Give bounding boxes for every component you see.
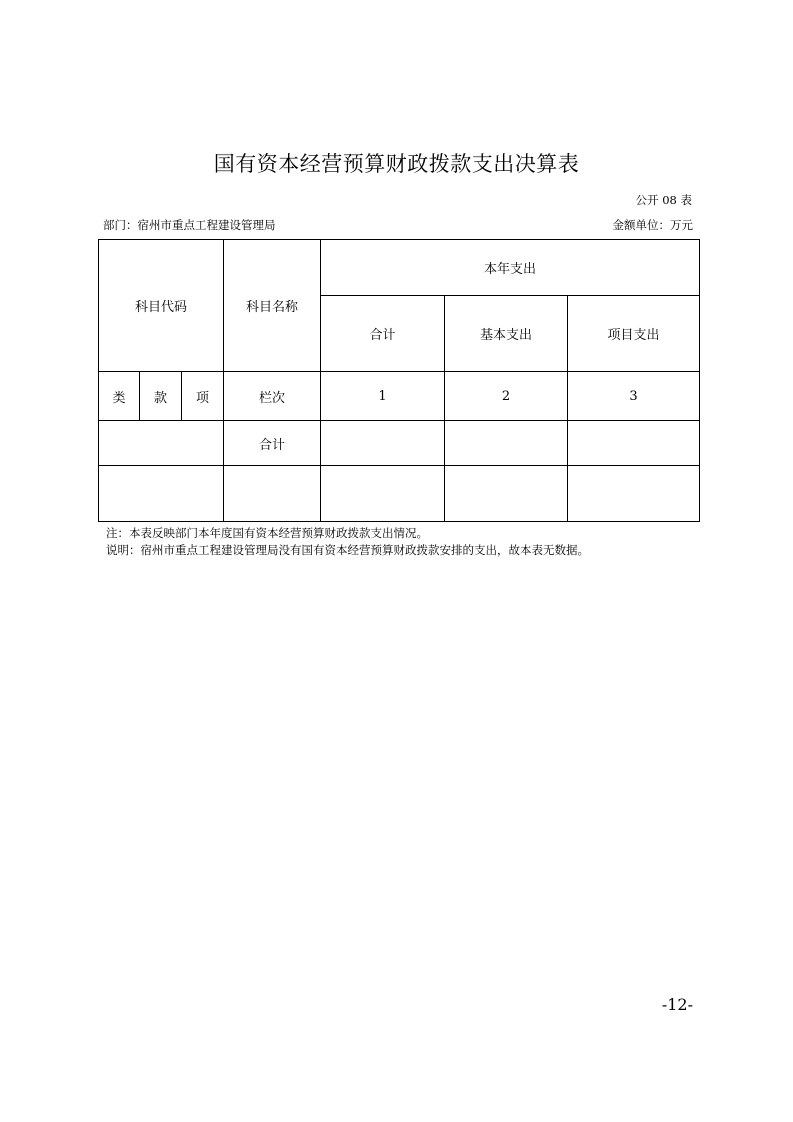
table-explanation: 说明：宿州市重点工程建设管理局没有国有资本经营预算财政拨款安排的支出，故本表无数据。 bbox=[106, 543, 589, 557]
empty-row-basic-cell bbox=[445, 466, 568, 522]
notes-block bbox=[106, 525, 589, 559]
total-row bbox=[99, 421, 700, 466]
subject-name-header: 科目名称 bbox=[224, 240, 321, 372]
empty-row-name-cell bbox=[224, 466, 321, 522]
project-expense-header: 项目支出 bbox=[568, 296, 700, 372]
empty-row-total-cell bbox=[321, 466, 445, 522]
column-order-label: 栏次 bbox=[224, 372, 321, 421]
header-row-1 bbox=[99, 240, 700, 296]
page-number: -12- bbox=[661, 995, 693, 1014]
basic-expense-header: 基本支出 bbox=[445, 296, 568, 372]
total-row-label: 合计 bbox=[224, 421, 321, 466]
empty-row-project-cell bbox=[568, 466, 700, 522]
column-number-2: 2 bbox=[445, 372, 568, 421]
category-header: 类 bbox=[99, 372, 140, 421]
form-number: 公开 08 表 bbox=[635, 193, 692, 207]
empty-data-row bbox=[99, 466, 700, 522]
column-order-row bbox=[99, 372, 700, 421]
subject-code-header: 科目代码 bbox=[99, 240, 224, 372]
table-note: 注：本表反映部门本年度国有资本经营预算财政拨款支出情况。 bbox=[106, 526, 428, 540]
total-row-basic-cell bbox=[445, 421, 568, 466]
total-row-total-cell bbox=[321, 421, 445, 466]
empty-row-code-cell bbox=[99, 466, 224, 522]
amount-unit-label: 金额单位：万元 bbox=[612, 218, 693, 232]
total-row-project-cell bbox=[568, 421, 700, 466]
column-number-1: 1 bbox=[321, 372, 445, 421]
section-header: 款 bbox=[140, 372, 182, 421]
column-number-3: 3 bbox=[568, 372, 700, 421]
item-header: 项 bbox=[182, 372, 224, 421]
expense-table bbox=[98, 239, 700, 522]
total-header: 合计 bbox=[321, 296, 445, 372]
current-year-expense-header: 本年支出 bbox=[321, 240, 700, 296]
department-label: 部门：宿州市重点工程建设管理局 bbox=[103, 218, 276, 232]
page-title: 国有资本经营预算财政拨款支出决算表 bbox=[213, 152, 580, 176]
total-row-code-cell bbox=[99, 421, 224, 466]
